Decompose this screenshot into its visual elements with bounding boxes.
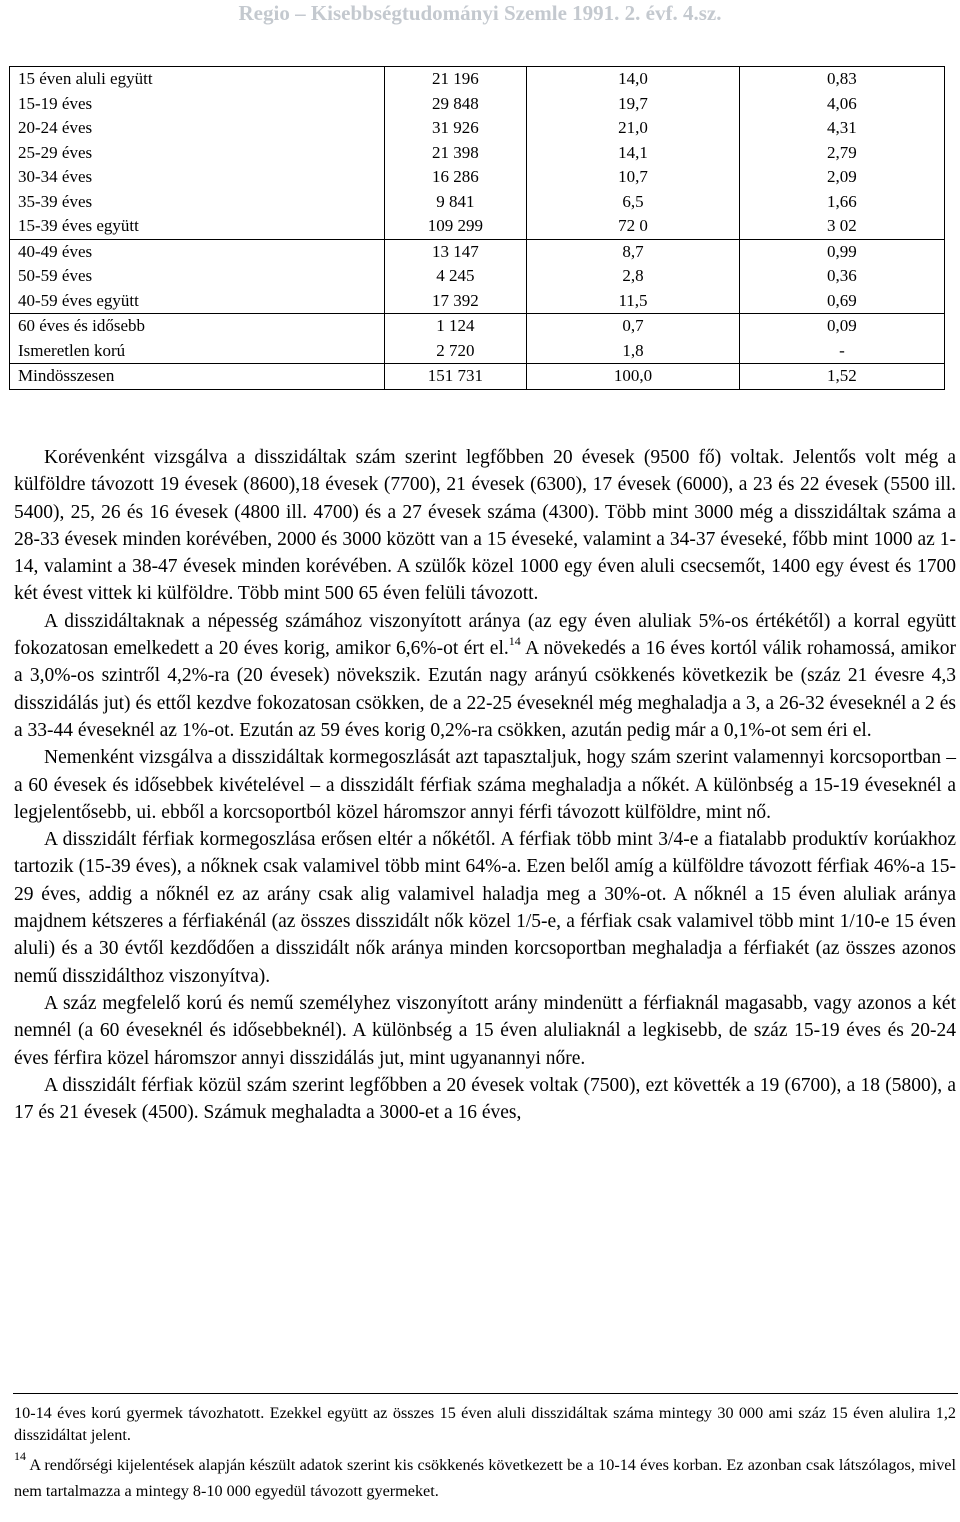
age-group-label: 35-39 éves [18,191,93,211]
rate-value: 2,79 [827,142,857,162]
age-group-label: 50-59 éves [18,266,93,285]
count-value: 9 841 [436,191,475,211]
table-row [10,364,945,390]
table-row [10,239,945,314]
paragraph-6: A disszidált férfiak közül szám szerint legfőbben a 20 évesek voltak (7500), ezt követték a 19 (6700), a 18 (5800), a 17 és 21 évesek (4500). Számuk meghaladta a 3000-et a 16 éves, [14,1074,956,1124]
table-cell-percents [527,314,740,364]
percent-value: 21,0 [618,118,648,137]
age-group-label: 40-59 éves együtt [18,290,139,310]
table-cell-percents [527,239,740,314]
age-distribution-table [9,66,945,390]
table-cell-counts [384,314,527,364]
age-group-label: 25-29 éves [18,142,93,162]
article-body [14,444,956,1126]
count-value: 21 196 [432,69,479,88]
table-cell-counts [384,364,527,390]
paragraph-1: Korévenként vizsgálva a disszidáltak szám szerint legfőbben 20 évesek (9500 fő) voltak. Jelentős volt még a külföldre távozott 19 évesek (8600),18 évesek (7700), 21 évesek (6300), 17 évesek (6000), a 23 és 22 évesek (5500 ill. 5400), 25, 26 és 16 évesek (4800 ill. 4700) és a 27 évesek száma (4300). Több mint 3000 még a disszidáltak száma a 28-33 évesek minden korévében, 2000 és 3000 között van a 15 éveseké, valamint a 34-37 éveseké, főbb mint 1000 az 1-14, valamint a 38-47 évesek minden korévében. A szülők közel 1000 egy éven aluli csecsemőt, 1400 egy évest és 1700 két évest vittek ki külföldre. Több mint 500 65 éven felüli távozott. [14,447,956,605]
percent-value: 2,8 [622,266,644,285]
table-cell-labels [10,67,385,240]
age-group-label: 60 éves és idősebb [18,316,146,335]
count-value: 31 926 [432,118,479,137]
rate-value: 0,36 [827,266,857,285]
footnote-14-text: A rendőrségi kijelentések alapján készült adatok szerint kis csökkenés következett be a 10-14 éves korban. Ez azonban csak látszólagos, mivel nem tartalmazza a mintegy 8-10 000 egyedül távozott gyermeket. [14,1456,956,1500]
table-row [10,314,945,364]
table-cell-labels [10,364,385,390]
footnote-ref-14: 14 [508,634,521,649]
footnote-14-number: 14 [14,1449,26,1463]
paragraph-2-text-b: A növekedés a 16 éves kortól válik rohamossá, amikor a 3,0%-os szintről 4,2%-ra (20 évesek) növekszik. Ezután nagy arányú csökkenés következik be (száz 21 évesre 4,3 disszidálás jut) és ettől kezdve fokozatosan csökken, de a 22-25 éveseknél még meghaladja a 3, a 26-32 éveseknél a 2 és a 33-44 éveseknél az 1%-ot. Ezután az 59 éves korig 0,2%-ra csökken, azután pedig már a 0,1%-ot sem éri el. [14,638,956,741]
rate-value: 4,31 [827,118,857,137]
percent-value: 8,7 [622,241,644,261]
percent-value: 100,0 [613,366,653,385]
paragraph-2 [14,608,956,744]
rate-value: 0,69 [827,290,857,310]
footnotes [14,1402,956,1504]
percent-value: 14,0 [618,69,648,88]
rate-value: 1,66 [827,191,857,211]
age-group-label: 15-39 éves együtt [18,216,139,235]
age-group-label: 30-34 éves [18,167,93,186]
paragraph-4: A disszidált férfiak kormegoszlása erősen eltér a nőkétől. A férfiak több mint 3/4-e a fiatalabb produktív korúakhoz tartozik (15-39 éves), a nőknek csak valamivel több mint 64%-a. Ezen belől amíg a külföldre távozott férfiak 46%-a 15-29 éves, addig a nőknél ez az arány csak alig valamivel haladja meg a 30%-ot. A nőknél a 15 éven aluliak aránya majdnem kétszeres a férfiakénál (az összes disszidált nők közel 1/5-e, a férfiak csak valamivel több mint 1/10-e 15 éven aluli) és a 30 évtől kezdődően a disszidált nők aránya minden korcsoportban meghaladja a férfiakét (az összes azonos nemű disszidálthoz viszonyítva). [14,829,956,987]
count-value: 1 124 [436,316,475,335]
table-cell-percents [527,364,740,390]
count-value: 21 398 [432,142,479,162]
count-value: 151 731 [427,366,484,385]
percent-value: 1,8 [622,340,644,360]
count-value: 17 392 [432,290,479,310]
percent-value: 11,5 [618,290,648,310]
age-group-label: Ismeretlen korú [18,340,126,360]
age-group-label: 15-19 éves [18,93,93,113]
count-value: 2 720 [436,340,475,360]
running-header: Regio – Kisebbségtudományi Szemle 1991. 2. évf. 4.sz. [238,1,722,25]
rate-value: 0,99 [827,241,857,261]
rate-value: 4,06 [827,93,857,113]
rate-value: 3 02 [827,216,857,235]
table-row [10,67,945,240]
footnote-separator [13,1393,958,1394]
paragraph-3: Nemenként vizsgálva a disszidáltak kormegoszlását azt tapasztaljuk, hogy szám szerint valamennyi korcsoportban – a 60 évesek és idősebbek kivételével – a disszidált férfiak száma meghaladja a nőkét. A különbség a 15-19 éveseknél a legjelentősebb, ui. ebből a korcsoportból közel háromszor annyi férfi távozott külföldre, mint nő. [14,747,956,823]
table-cell-rates [739,67,944,240]
rate-value: 1,52 [827,366,857,385]
count-value: 109 299 [427,216,484,235]
table-cell-labels [10,314,385,364]
paragraph-2-text-a: A disszidáltaknak a népesség számához viszonyított aránya (az egy éven aluliak 5%-os értékétől) a korral együtt fokozatosan emelkedett a 20 éves korig, amikor 6,6%-ot ért el. [14,610,956,660]
percent-value: 19,7 [618,93,648,113]
paragraph-5: A száz megfelelő korú és nemű személyhez viszonyított arány mindenütt a férfiaknál magasabb, vagy azonos a két nemnél (a 60 éveseknél és idősebbeknél). A különbség a 15 éven aluliaknál a legkisebb, de száz 15-19 éves és 20-24 éves férfira közel háromszor annyi disszidálás jut, mint ugyanannyi nőre. [14,992,956,1069]
count-value: 4 245 [436,266,475,285]
age-group-label: 40-49 éves [18,241,93,261]
table-cell-rates [739,314,944,364]
rate-value: - [839,340,845,360]
age-group-label: 15 éven aluli együtt [18,69,153,88]
percent-value: 14,1 [618,142,648,162]
percent-value: 10,7 [618,167,648,186]
rate-value: 0,09 [827,316,857,335]
count-value: 13 147 [432,241,479,261]
age-group-label: 20-24 éves [18,118,93,137]
table-cell-counts [384,239,527,314]
percent-value: 72 0 [618,216,648,235]
table-cell-labels [10,239,385,314]
rate-value: 0,83 [827,69,857,88]
table-cell-rates [739,364,944,390]
count-value: 29 848 [432,93,479,113]
table-cell-percents [527,67,740,240]
age-group-label: Mindösszesen [18,366,115,385]
rate-value: 2,09 [827,167,857,186]
footnote-continued: 10-14 éves korú gyermek távozhatott. Ezekkel együtt az összes 15 éven aluli disszidáltak száma mintegy 30 000 ami száz 15 éven alulira 1,2 disszidáltat jelent. [14,1404,956,1444]
percent-value: 0,7 [622,316,644,335]
footnote-14 [14,1449,956,1504]
count-value: 16 286 [432,167,479,186]
table-cell-rates [739,239,944,314]
table-cell-counts [384,67,527,240]
percent-value: 6,5 [622,191,644,211]
